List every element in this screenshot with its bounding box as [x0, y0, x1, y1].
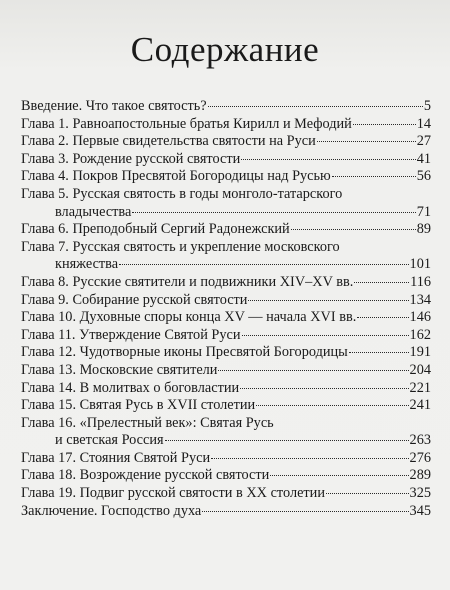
dot-leader	[270, 475, 408, 476]
toc-entry-continuation	[21, 256, 431, 274]
toc-entry-title: Глава 5. Русская святость в годы монголо-татарского	[21, 185, 343, 202]
toc-entry	[21, 450, 431, 468]
dot-leader	[332, 176, 416, 177]
toc-entry	[21, 485, 431, 503]
dot-leader	[241, 159, 415, 160]
toc-entry-title: Заключение. Господство духа	[21, 502, 202, 519]
table-of-contents	[21, 98, 431, 520]
toc-entry-title: Глава 1. Равноапостольные братья Кирилл и Мефодий	[21, 115, 352, 132]
dot-leader	[202, 511, 408, 512]
toc-page-number: 325	[409, 485, 431, 502]
toc-entry-line	[21, 133, 431, 151]
toc-entry	[21, 344, 431, 362]
dot-leader	[132, 212, 415, 213]
dot-leader	[165, 440, 409, 441]
toc-entry	[21, 397, 431, 415]
toc-entry-title: Глава 12. Чудотворные иконы Пресвятой Богородицы	[21, 344, 348, 361]
dot-leader	[242, 335, 409, 336]
toc-entry-line	[21, 168, 431, 186]
toc-entry	[21, 467, 431, 485]
dot-leader	[353, 124, 416, 125]
toc-entry-title: Глава 14. В молитвах о боговластии	[21, 379, 240, 396]
toc-entry	[21, 221, 431, 239]
dot-leader	[326, 493, 409, 494]
toc-entry-title: и светская Россия	[55, 432, 164, 449]
toc-entry	[21, 503, 431, 521]
toc-page-number: 276	[409, 449, 431, 466]
toc-entry	[21, 151, 431, 169]
toc-page-number: 241	[409, 397, 431, 414]
toc-entry-line	[21, 151, 431, 169]
toc-entry-line	[21, 327, 431, 345]
toc-entry-line	[21, 485, 431, 503]
dot-leader	[349, 352, 409, 353]
toc-entry	[21, 186, 431, 221]
toc-entry	[21, 380, 431, 398]
toc-entry-title: Глава 16. «Прелестный век»: Святая Русь	[21, 414, 274, 431]
toc-page-number: 116	[410, 273, 431, 290]
toc-entry-line	[21, 450, 431, 468]
toc-entry-line	[21, 116, 431, 134]
toc-page-number: 204	[409, 361, 431, 378]
toc-page-number: 146	[409, 309, 431, 326]
toc-entry	[21, 133, 431, 151]
toc-entry	[21, 98, 431, 116]
toc-entry-title: Глава 11. Утверждение Святой Руси	[21, 326, 241, 343]
toc-entry	[21, 274, 431, 292]
toc-entry	[21, 116, 431, 134]
toc-entry-line	[21, 186, 431, 204]
dot-leader	[256, 405, 408, 406]
toc-entry-line	[21, 292, 431, 310]
toc-entry-title: княжества	[55, 256, 119, 273]
toc-entry-title: Глава 13. Московские святители	[21, 361, 218, 378]
toc-entry-title: Глава 10. Духовные споры конца XV — начала XVI вв.	[21, 309, 357, 326]
toc-entry-title: владычества	[55, 203, 132, 220]
toc-entry-line	[21, 380, 431, 398]
dot-leader	[354, 282, 409, 283]
toc-page-number: 101	[409, 256, 431, 273]
toc-entry	[21, 327, 431, 345]
dot-leader	[291, 229, 416, 230]
toc-entry	[21, 292, 431, 310]
toc-entry-line	[21, 467, 431, 485]
toc-page-number: 5	[423, 98, 431, 114]
toc-page-number: 14	[416, 115, 431, 132]
toc-entry	[21, 239, 431, 274]
dot-leader	[218, 370, 408, 371]
page-title: Содержание	[130, 30, 320, 69]
dot-leader	[211, 458, 408, 459]
toc-entry-continuation	[21, 432, 431, 450]
toc-entry-title: Глава 7. Русская святость и укрепление московского	[21, 238, 340, 255]
toc-entry-line	[21, 274, 431, 292]
toc-entry-continuation	[21, 204, 431, 222]
toc-entry-title: Глава 19. Подвиг русской святости в XX столетии	[21, 485, 325, 502]
toc-page-number: 89	[416, 221, 431, 238]
dot-leader	[208, 106, 423, 107]
toc-entry	[21, 168, 431, 186]
toc-entry-line	[21, 309, 431, 327]
toc-entry-title: Глава 17. Стояния Святой Руси	[21, 449, 211, 466]
toc-entry-title: Глава 18. Возрождение русской святости	[21, 467, 270, 484]
toc-page-number: 345	[409, 502, 431, 519]
dot-leader	[357, 317, 408, 318]
toc-entry-line	[21, 397, 431, 415]
toc-page-number: 289	[409, 467, 431, 484]
toc-entry-title: Глава 3. Рождение русской святости	[21, 150, 241, 167]
toc-entry	[21, 309, 431, 327]
toc-entry-title: Глава 6. Преподобный Сергий Радонежский	[21, 221, 290, 238]
toc-entry-line	[21, 503, 431, 521]
dot-leader	[119, 264, 408, 265]
toc-entry-line	[21, 415, 431, 433]
toc-entry-line	[21, 98, 431, 116]
toc-page-number: 41	[416, 150, 431, 167]
dot-leader	[248, 300, 408, 301]
toc-page-number: 221	[409, 379, 431, 396]
toc-entry-title: Глава 4. Покров Пресвятой Богородицы над Русью	[21, 168, 331, 185]
dot-leader	[240, 388, 408, 389]
dot-leader	[317, 141, 416, 142]
toc-entry-title: Глава 15. Святая Русь в XVII столетии	[21, 397, 256, 414]
toc-page-number: 56	[416, 168, 431, 185]
toc-page-number: 162	[409, 326, 431, 343]
toc-entry-title: Глава 9. Собирание русской святости	[21, 291, 248, 308]
toc-page-number: 191	[409, 344, 431, 361]
toc-entry-line	[21, 362, 431, 380]
toc-entry-title: Глава 8. Русские святители и подвижники XIV–XV вв.	[21, 273, 354, 290]
toc-page-number: 27	[416, 133, 431, 150]
toc-entry-line	[21, 221, 431, 239]
toc-page-number: 71	[416, 203, 431, 220]
toc-entry	[21, 415, 431, 450]
toc-page-number: 134	[409, 291, 431, 308]
toc-entry	[21, 362, 431, 380]
toc-page-number: 263	[409, 432, 431, 449]
toc-entry-line	[21, 239, 431, 257]
toc-entry-title: Глава 2. Первые свидетельства святости на Руси	[21, 133, 316, 150]
toc-entry-line	[21, 344, 431, 362]
toc-entry-title: Введение. Что такое святость?	[21, 98, 207, 114]
